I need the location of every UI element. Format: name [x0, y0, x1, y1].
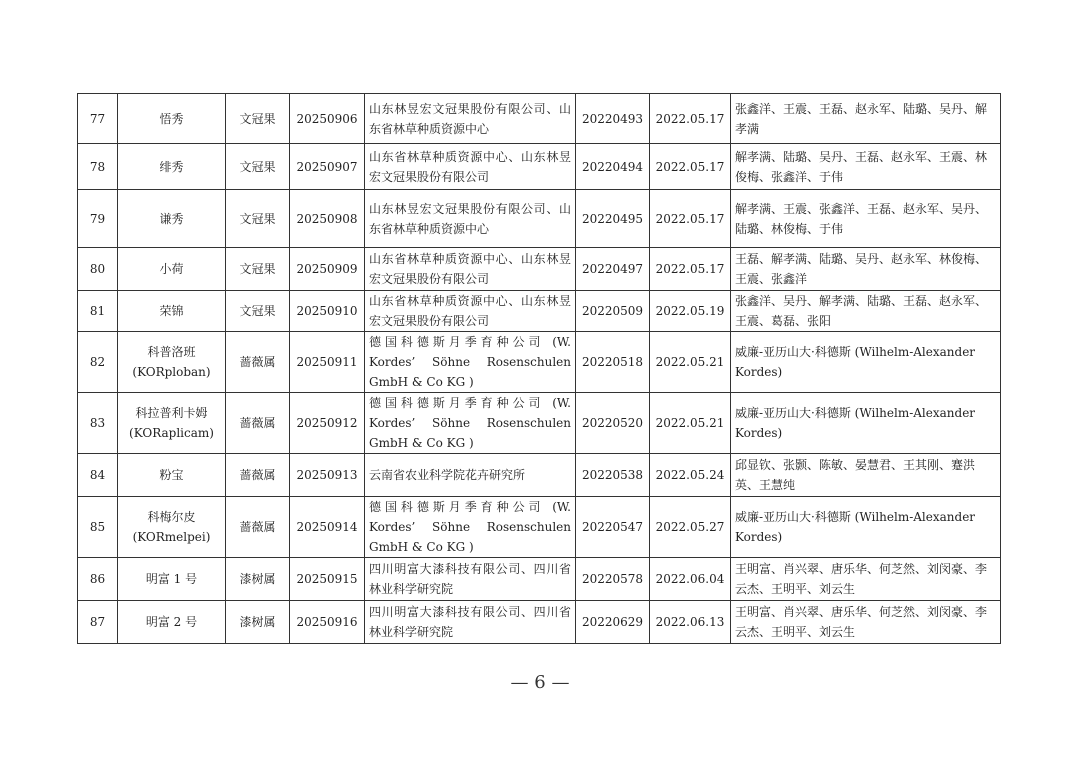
right-number: 20250908 — [296, 211, 358, 226]
application-number-cell — [576, 393, 650, 454]
table-row — [78, 393, 1001, 454]
row-number: 87 — [89, 615, 106, 629]
genus-cell — [226, 291, 290, 332]
breeders-cell — [731, 190, 1001, 248]
row-number-cell — [78, 332, 118, 393]
genus-cell — [226, 190, 290, 248]
table-row — [78, 454, 1001, 497]
right-number-cell — [290, 393, 365, 454]
application-date-cell — [650, 497, 731, 558]
row-number: 81 — [89, 304, 106, 318]
row-number: 84 — [89, 468, 106, 482]
row-number: 77 — [89, 111, 106, 126]
right-number: 20250914 — [296, 520, 358, 534]
owner: 山东林昱宏文冠果股份有限公司、山东省林草种质资源中心 — [369, 201, 571, 236]
application-number-cell — [576, 332, 650, 393]
right-number: 20250913 — [296, 468, 358, 482]
variety-name-cell — [118, 393, 226, 454]
table-body — [78, 94, 1001, 644]
application-date: 2022.05.21 — [655, 416, 725, 430]
owner: 德国科德斯月季育种公司 (W. Kordes’ Söhne Rosenschulen GmbH & Co KG ) — [369, 500, 571, 554]
genus-cell — [226, 497, 290, 558]
breeders: 威廉-亚历山大·科德斯 (Wilhelm-Alexander Kordes) — [735, 510, 976, 544]
breeders: 解孝满、陆璐、吴丹、王磊、赵永军、王震、林俊梅、张鑫洋、于伟 — [735, 149, 988, 184]
right-number: 20250911 — [296, 355, 358, 369]
variety-name-cell — [118, 190, 226, 248]
row-number-cell — [78, 248, 118, 291]
application-number-cell — [576, 190, 650, 248]
variety-name-cell — [118, 144, 226, 190]
row-number: 79 — [89, 211, 106, 226]
table-row — [78, 94, 1001, 144]
application-number: 20220509 — [581, 304, 644, 318]
application-number-cell — [576, 94, 650, 144]
breeders: 张鑫洋、王震、王磊、赵永军、陆璐、吴丹、解孝满 — [735, 101, 988, 136]
genus-cell — [226, 393, 290, 454]
table-row — [78, 144, 1001, 190]
application-number: 20220494 — [581, 159, 644, 174]
application-date-cell — [650, 248, 731, 291]
owner-cell — [365, 190, 576, 248]
row-number: 78 — [89, 159, 106, 174]
row-number: 83 — [89, 416, 106, 430]
application-date-cell — [650, 393, 731, 454]
right-number: 20250907 — [296, 159, 358, 174]
owner-cell — [365, 94, 576, 144]
right-number-cell — [290, 144, 365, 190]
owner-cell — [365, 393, 576, 454]
right-number-cell — [290, 497, 365, 558]
breeders: 张鑫洋、吴丹、解孝满、陆璐、王磊、赵永军、王震、葛磊、张阳 — [735, 294, 988, 328]
row-number-cell — [78, 454, 118, 497]
application-date: 2022.05.17 — [655, 211, 725, 226]
variety-name-cell — [118, 558, 226, 601]
application-date: 2022.05.21 — [655, 355, 725, 369]
variety-name-latin: (KORaplicam) — [129, 426, 214, 440]
breeders-cell — [731, 497, 1001, 558]
genus-cell — [226, 144, 290, 190]
right-number-cell — [290, 601, 365, 644]
owner-cell — [365, 332, 576, 393]
variety-name-latin: (KORploban) — [132, 365, 211, 379]
application-date-cell — [650, 94, 731, 144]
right-number: 20250915 — [296, 572, 358, 586]
right-number-cell — [290, 94, 365, 144]
genus: 文冠果 — [239, 211, 276, 226]
owner-cell — [365, 601, 576, 644]
variety-name-cell — [118, 248, 226, 291]
row-number-cell — [78, 291, 118, 332]
variety-rights-table — [77, 93, 1001, 644]
page-number: — 6 — — [510, 672, 570, 693]
owner: 云南省农业科学院花卉研究所 — [369, 468, 526, 482]
right-number-cell — [290, 190, 365, 248]
application-date-cell — [650, 558, 731, 601]
application-date-cell — [650, 190, 731, 248]
owner-cell — [365, 291, 576, 332]
breeders: 王明富、肖兴翠、唐乐华、何芝然、刘闵豪、李云杰、王明平、刘云生 — [735, 605, 988, 639]
right-number-cell — [290, 454, 365, 497]
table-row — [78, 601, 1001, 644]
application-number: 20220518 — [581, 355, 644, 369]
owner: 山东林昱宏文冠果股份有限公司、山东省林草种质资源中心 — [369, 101, 571, 136]
variety-name: 明富 2 号 — [145, 615, 198, 629]
owner: 山东省林草种质资源中心、山东林昱宏文冠果股份有限公司 — [369, 252, 571, 286]
variety-name: 悟秀 — [159, 111, 184, 126]
right-number: 20250906 — [296, 111, 358, 126]
application-number-cell — [576, 248, 650, 291]
application-number-cell — [576, 601, 650, 644]
owner: 四川明富大漆科技有限公司、四川省林业科学研究院 — [369, 605, 571, 639]
variety-name: 粉宝 — [159, 468, 184, 482]
genus: 漆树属 — [239, 572, 276, 586]
application-date: 2022.06.04 — [655, 572, 725, 586]
table-row — [78, 558, 1001, 601]
right-number-cell — [290, 248, 365, 291]
variety-name: 小荷 — [159, 262, 184, 276]
application-number-cell — [576, 497, 650, 558]
variety-name-latin: (KORmelpei) — [132, 530, 211, 544]
table-row — [78, 497, 1001, 558]
variety-name: 明富 1 号 — [145, 572, 198, 586]
genus-cell — [226, 94, 290, 144]
right-number: 20250916 — [296, 615, 358, 629]
breeders: 解孝满、王震、张鑫洋、王磊、赵永军、吴丹、陆璐、林俊梅、于伟 — [735, 201, 988, 236]
application-date: 2022.05.17 — [655, 159, 725, 174]
application-number-cell — [576, 144, 650, 190]
genus: 蔷薇属 — [239, 355, 276, 369]
owner: 山东省林草种质资源中心、山东林昱宏文冠果股份有限公司 — [369, 149, 571, 184]
application-number-cell — [576, 291, 650, 332]
owner-cell — [365, 144, 576, 190]
breeders-cell — [731, 332, 1001, 393]
variety-name-cell — [118, 497, 226, 558]
breeders: 王磊、解孝满、陆璐、吴丹、赵永军、林俊梅、王震、张鑫洋 — [735, 252, 988, 286]
genus-cell — [226, 558, 290, 601]
application-number: 20220578 — [581, 572, 644, 586]
breeders-cell — [731, 94, 1001, 144]
owner-cell — [365, 497, 576, 558]
variety-name-cell — [118, 332, 226, 393]
genus: 文冠果 — [239, 304, 276, 318]
application-date: 2022.05.17 — [655, 111, 725, 126]
application-date: 2022.05.17 — [655, 262, 725, 276]
variety-name: 科普洛班 — [147, 345, 196, 359]
genus-cell — [226, 454, 290, 497]
row-number: 85 — [89, 520, 106, 534]
owner-cell — [365, 558, 576, 601]
variety-name-cell — [118, 454, 226, 497]
variety-name: 科拉普利卡姆 — [135, 406, 208, 420]
variety-name: 谦秀 — [159, 211, 184, 226]
row-number-cell — [78, 190, 118, 248]
owner-cell — [365, 248, 576, 291]
application-number: 20220493 — [581, 111, 644, 126]
application-number: 20220547 — [581, 520, 644, 534]
application-date-cell — [650, 601, 731, 644]
genus: 文冠果 — [239, 159, 276, 174]
breeders-cell — [731, 454, 1001, 497]
variety-name-cell — [118, 291, 226, 332]
table-row — [78, 332, 1001, 393]
breeders-cell — [731, 601, 1001, 644]
application-date-cell — [650, 144, 731, 190]
genus: 文冠果 — [239, 111, 276, 126]
right-number-cell — [290, 332, 365, 393]
row-number-cell — [78, 144, 118, 190]
genus: 文冠果 — [239, 262, 276, 276]
breeders-cell — [731, 291, 1001, 332]
application-number: 20220629 — [581, 615, 644, 629]
application-date: 2022.05.27 — [655, 520, 725, 534]
row-number-cell — [78, 497, 118, 558]
right-number: 20250910 — [296, 304, 358, 318]
right-number: 20250912 — [296, 416, 358, 430]
application-date: 2022.05.19 — [655, 304, 725, 318]
application-number: 20220495 — [581, 211, 644, 226]
genus: 蔷薇属 — [239, 520, 276, 534]
application-date-cell — [650, 291, 731, 332]
genus-cell — [226, 332, 290, 393]
owner: 德国科德斯月季育种公司 (W. Kordes’ Söhne Rosenschulen GmbH & Co KG ) — [369, 396, 571, 450]
breeders-cell — [731, 144, 1001, 190]
row-number: 82 — [89, 355, 106, 369]
breeders: 邱显钦、张颢、陈敏、晏慧君、王其刚、蹇洪英、王慧纯 — [735, 458, 976, 492]
row-number-cell — [78, 601, 118, 644]
application-number: 20220497 — [581, 262, 644, 276]
breeders-cell — [731, 393, 1001, 454]
row-number: 86 — [89, 572, 106, 586]
application-number: 20220538 — [581, 468, 644, 482]
owner: 山东省林草种质资源中心、山东林昱宏文冠果股份有限公司 — [369, 294, 571, 328]
breeders-cell — [731, 248, 1001, 291]
row-number: 80 — [89, 262, 106, 276]
application-date-cell — [650, 454, 731, 497]
application-date: 2022.06.13 — [655, 615, 725, 629]
row-number-cell — [78, 393, 118, 454]
breeders-cell — [731, 558, 1001, 601]
breeders: 威廉-亚历山大·科德斯 (Wilhelm-Alexander Kordes) — [735, 345, 976, 379]
table-row — [78, 248, 1001, 291]
variety-name: 科梅尔皮 — [147, 510, 196, 524]
owner: 四川明富大漆科技有限公司、四川省林业科学研究院 — [369, 562, 571, 596]
application-date-cell — [650, 332, 731, 393]
table-row — [78, 190, 1001, 248]
application-number-cell — [576, 558, 650, 601]
application-number: 20220520 — [581, 416, 644, 430]
variety-name-cell — [118, 94, 226, 144]
genus-cell — [226, 601, 290, 644]
owner-cell — [365, 454, 576, 497]
application-number-cell — [576, 454, 650, 497]
row-number-cell — [78, 558, 118, 601]
breeders: 威廉-亚历山大·科德斯 (Wilhelm-Alexander Kordes) — [735, 406, 976, 440]
right-number-cell — [290, 291, 365, 332]
right-number: 20250909 — [296, 262, 358, 276]
variety-name: 绯秀 — [159, 159, 184, 174]
application-date: 2022.05.24 — [655, 468, 725, 482]
breeders: 王明富、肖兴翠、唐乐华、何芝然、刘闵豪、李云杰、王明平、刘云生 — [735, 562, 988, 596]
table-row — [78, 291, 1001, 332]
row-number-cell — [78, 94, 118, 144]
genus: 蔷薇属 — [239, 468, 276, 482]
genus-cell — [226, 248, 290, 291]
owner: 德国科德斯月季育种公司 (W. Kordes’ Söhne Rosenschulen GmbH & Co KG ) — [369, 335, 571, 389]
genus: 漆树属 — [239, 615, 276, 629]
genus: 蔷薇属 — [239, 416, 276, 430]
right-number-cell — [290, 558, 365, 601]
variety-name: 荣锦 — [159, 304, 184, 318]
variety-name-cell — [118, 601, 226, 644]
